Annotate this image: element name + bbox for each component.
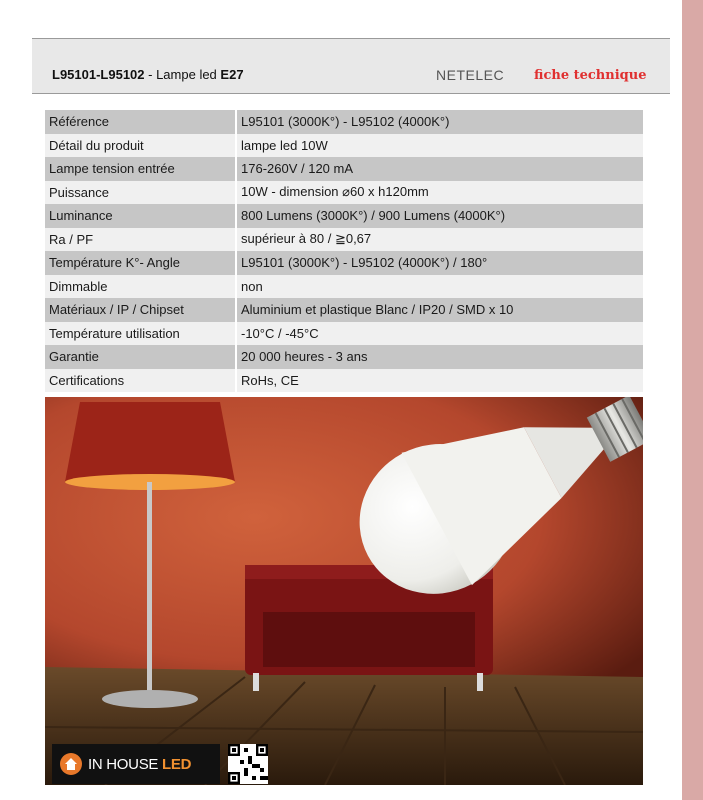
spec-table — [45, 110, 643, 392]
spec-value: 10W - dimension ⌀60 x h120mm — [236, 181, 643, 205]
spec-value: 800 Lumens (3000K°) / 900 Lumens (4000K°) — [236, 204, 643, 228]
spec-row — [45, 228, 643, 252]
logo-text-highlight: LED — [162, 755, 192, 773]
spec-value: non — [236, 275, 643, 299]
document-type: fiche technique — [534, 68, 647, 83]
spec-row — [45, 369, 643, 393]
house-icon — [60, 753, 82, 775]
spec-label: Matériaux / IP / Chipset — [45, 298, 236, 322]
logo-text — [88, 756, 191, 773]
spec-label: Luminance — [45, 204, 236, 228]
spec-row — [45, 110, 643, 134]
spec-label: Ra / PF — [45, 228, 236, 252]
spec-label: Détail du produit — [45, 134, 236, 158]
logo-text-main: IN HOUSE — [88, 755, 159, 773]
spec-label: Température K°- Angle — [45, 251, 236, 275]
spec-label: Référence — [45, 110, 236, 134]
spec-label: Lampe tension entrée — [45, 157, 236, 181]
qr-code[interactable] — [228, 744, 268, 784]
spec-value: supérieur à 80 / ≧0,67 — [236, 228, 643, 252]
room-illustration — [45, 397, 643, 785]
spec-row — [45, 157, 643, 181]
product-reference: L95101-L95102 — [52, 67, 145, 82]
in-house-led-logo — [52, 744, 220, 784]
spec-row — [45, 275, 643, 299]
spec-row — [45, 181, 643, 205]
spec-row — [45, 204, 643, 228]
spec-value: Aluminium et plastique Blanc / IP20 / SMD x 10 — [236, 298, 643, 322]
spec-label: Garantie — [45, 345, 236, 369]
spec-label: Puissance — [45, 181, 236, 205]
spec-label: Température utilisation — [45, 322, 236, 346]
spec-row — [45, 251, 643, 275]
socket-type: E27 — [220, 67, 244, 82]
spec-label: Certifications — [45, 369, 236, 393]
side-strip — [682, 0, 703, 800]
spec-label: Dimmable — [45, 275, 236, 299]
spec-row — [45, 134, 643, 158]
spec-row — [45, 322, 643, 346]
brand-name: NETELEC — [436, 67, 505, 83]
product-photo — [45, 397, 643, 785]
spec-table-body — [45, 110, 643, 392]
product-title — [52, 67, 244, 82]
title-separator: - — [144, 67, 157, 82]
spec-value: L95101 (3000K°) - L95102 (4000K°) — [236, 110, 643, 134]
spec-value: 20 000 heures - 3 ans — [236, 345, 643, 369]
spec-value: lampe led 10W — [236, 134, 643, 158]
spec-row — [45, 345, 643, 369]
spec-row — [45, 298, 643, 322]
spec-value: -10°C / -45°C — [236, 322, 643, 346]
spec-value: L95101 (3000K°) - L95102 (4000K°) / 180° — [236, 251, 643, 275]
spec-value: 176-260V / 120 mA — [236, 157, 643, 181]
header-bar — [32, 38, 670, 94]
spec-value: RoHs, CE — [236, 369, 643, 393]
product-name: Lampe led — [156, 67, 217, 82]
